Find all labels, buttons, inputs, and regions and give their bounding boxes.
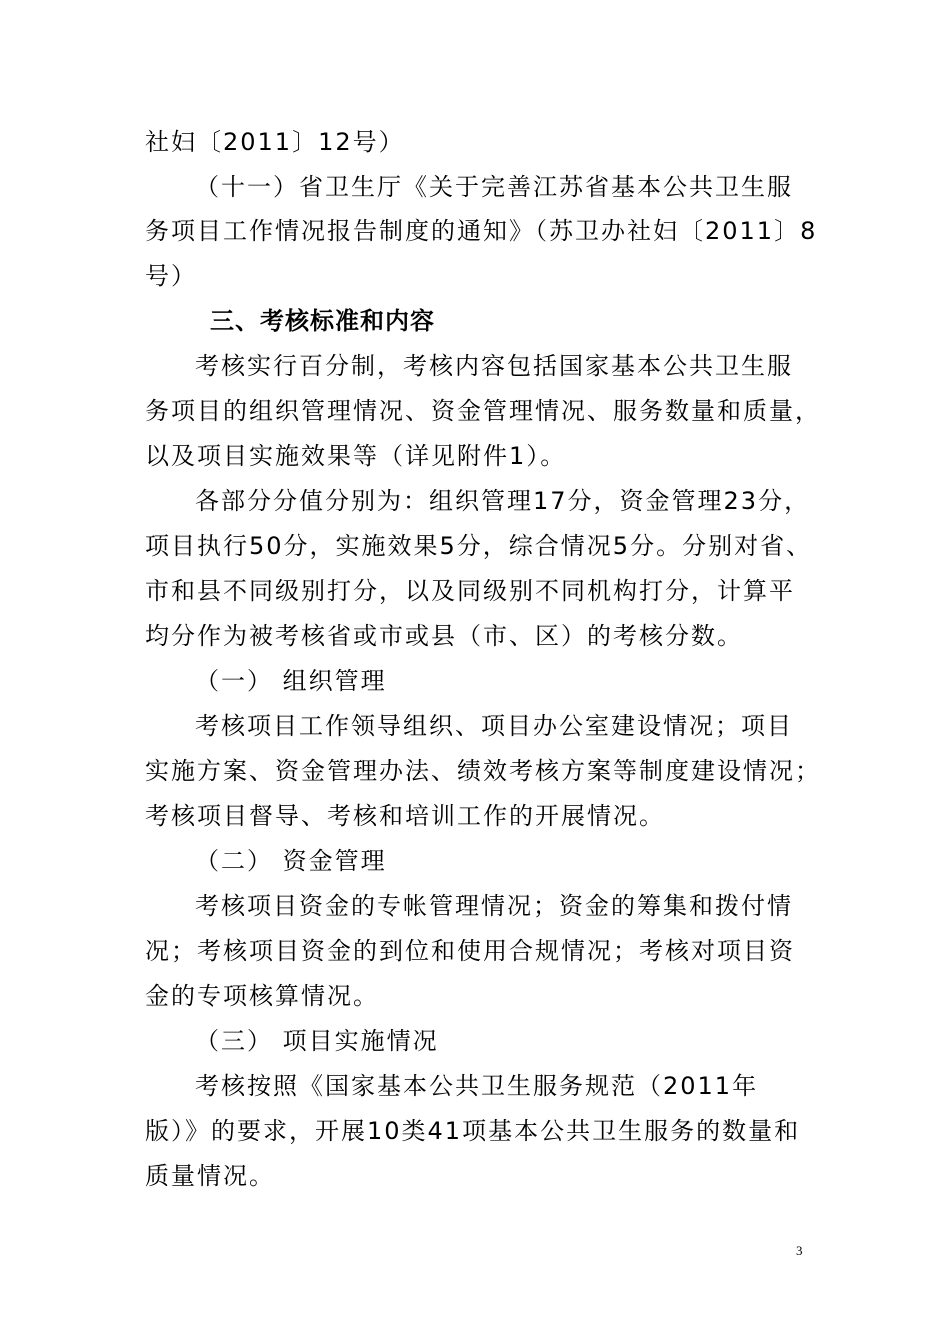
body-text-line: 社妇〔2011〕12号） [145, 128, 405, 156]
body-text-line: 质量情况。 [145, 1162, 275, 1190]
section-heading: 三、考核标准和内容 [210, 307, 435, 335]
body-text-line: 考核项目工作领导组织、项目办公室建设情况；项目 [195, 712, 793, 740]
body-text-line: 考核按照《国家基本公共卫生服务规范（2011年 [195, 1072, 759, 1100]
page-number: 3 [796, 1243, 803, 1258]
subsection-heading: （三） 项目实施情况 [195, 1027, 439, 1055]
body-text-line: 版）》的要求，开展10类41项基本公共卫生服务的数量和 [145, 1117, 801, 1145]
body-text-line: 务项目的组织管理情况、资金管理情况、服务数量和质量， [145, 397, 821, 425]
subsection-heading: （二） 资金管理 [195, 847, 387, 875]
body-text-line: 号） [145, 262, 197, 290]
body-text-line: 况；考核项目资金的到位和使用合规情况；考核对项目资 [145, 937, 795, 965]
body-text-line: 考核项目资金的专帐管理情况；资金的筹集和拨付情 [195, 892, 793, 920]
body-text-line: 实施方案、资金管理办法、绩效考核方案等制度建设情况； [145, 757, 821, 785]
body-text-line: 金的专项核算情况。 [145, 982, 379, 1010]
body-text-line: 务项目工作情况报告制度的通知》（苏卫办社妇〔2011〕8 [145, 217, 818, 245]
body-text-line: 考核项目督导、考核和培训工作的开展情况。 [145, 802, 665, 830]
body-text-line: 考核实行百分制，考核内容包括国家基本公共卫生服 [195, 352, 793, 380]
body-text-line: 市和县不同级别打分，以及同级别不同机构打分，计算平 [145, 577, 795, 605]
body-text-line: （十一）省卫生厅《关于完善江苏省基本公共卫生服 [195, 173, 793, 201]
body-text-line: 以及项目实施效果等（详见附件1）。 [145, 442, 567, 470]
body-text-line: 均分作为被考核省或市或县（市、区）的考核分数。 [145, 622, 743, 650]
body-text-line: 项目执行50分，实施效果5分，综合情况5分。分别对省、 [145, 532, 813, 560]
subsection-heading: （一） 组织管理 [195, 667, 387, 695]
body-text-line: 各部分分值分别为：组织管理17分，资金管理23分， [195, 487, 811, 515]
